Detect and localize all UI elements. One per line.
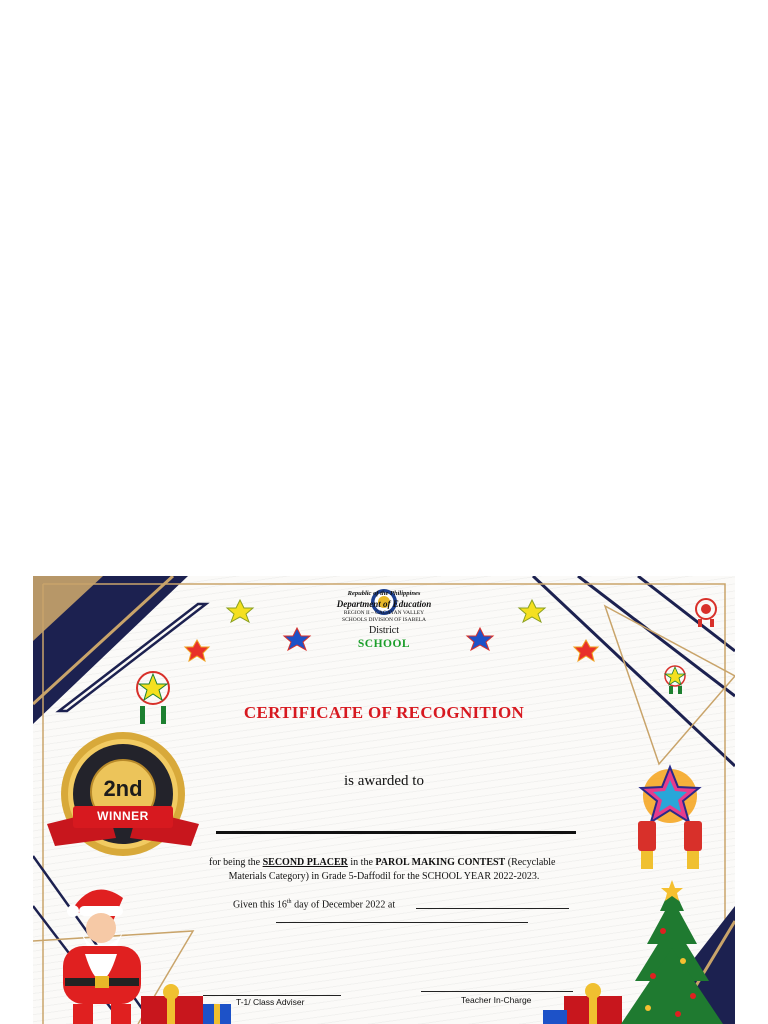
body-text-line-1 xyxy=(209,857,555,868)
given-sup: th xyxy=(286,899,292,905)
given-date-text xyxy=(233,899,395,910)
given-suffix: day of December 2022 at xyxy=(291,899,396,911)
department-label: Department of Education xyxy=(336,599,432,609)
parol-lantern-icon xyxy=(665,666,685,694)
republic-label: Republic of the Philippines xyxy=(347,590,421,597)
district-label: District xyxy=(369,625,399,636)
badge-label-text: WINNER xyxy=(97,809,149,823)
signatory-teacher-in-charge: Teacher In-Charge xyxy=(461,995,532,1005)
body-prefix: for being the xyxy=(209,857,263,868)
signature-line-left xyxy=(203,995,341,996)
contest-text: PAROL MAKING CONTEST xyxy=(375,857,506,868)
body-text-line-2: Materials Category) in Grade 5-Daffodil for the SCHOOL YEAR 2022-2023. xyxy=(228,871,540,882)
body-suffix: (Recyclable xyxy=(505,857,556,868)
signature-line-right xyxy=(421,991,573,992)
school-label: SCHOOL xyxy=(357,638,411,650)
placer-text: SECOND PLACER xyxy=(262,857,348,868)
region-label: REGION II – CAGAYAN VALLEY xyxy=(343,610,425,616)
awarded-to-text: is awarded to xyxy=(344,773,424,789)
badge-rank-text: 2nd xyxy=(103,776,143,801)
body-mid: in the xyxy=(347,857,376,868)
recipient-name-line xyxy=(216,831,576,834)
division-label: SCHOOLS DIVISION OF ISABELA xyxy=(342,617,426,623)
given-prefix: Given this 16 xyxy=(233,899,287,911)
venue-blank-line xyxy=(416,908,569,909)
gift-box-icon xyxy=(141,984,231,1024)
certificate xyxy=(33,576,735,1024)
signatory-class-adviser: T-1/ Class Adviser xyxy=(236,997,305,1007)
venue-blank-line-2 xyxy=(276,922,528,923)
gift-box-icon xyxy=(543,983,622,1024)
certificate-title: CERTIFICATE OF RECOGNITION xyxy=(243,703,525,722)
santa-claus-icon xyxy=(63,890,141,1024)
